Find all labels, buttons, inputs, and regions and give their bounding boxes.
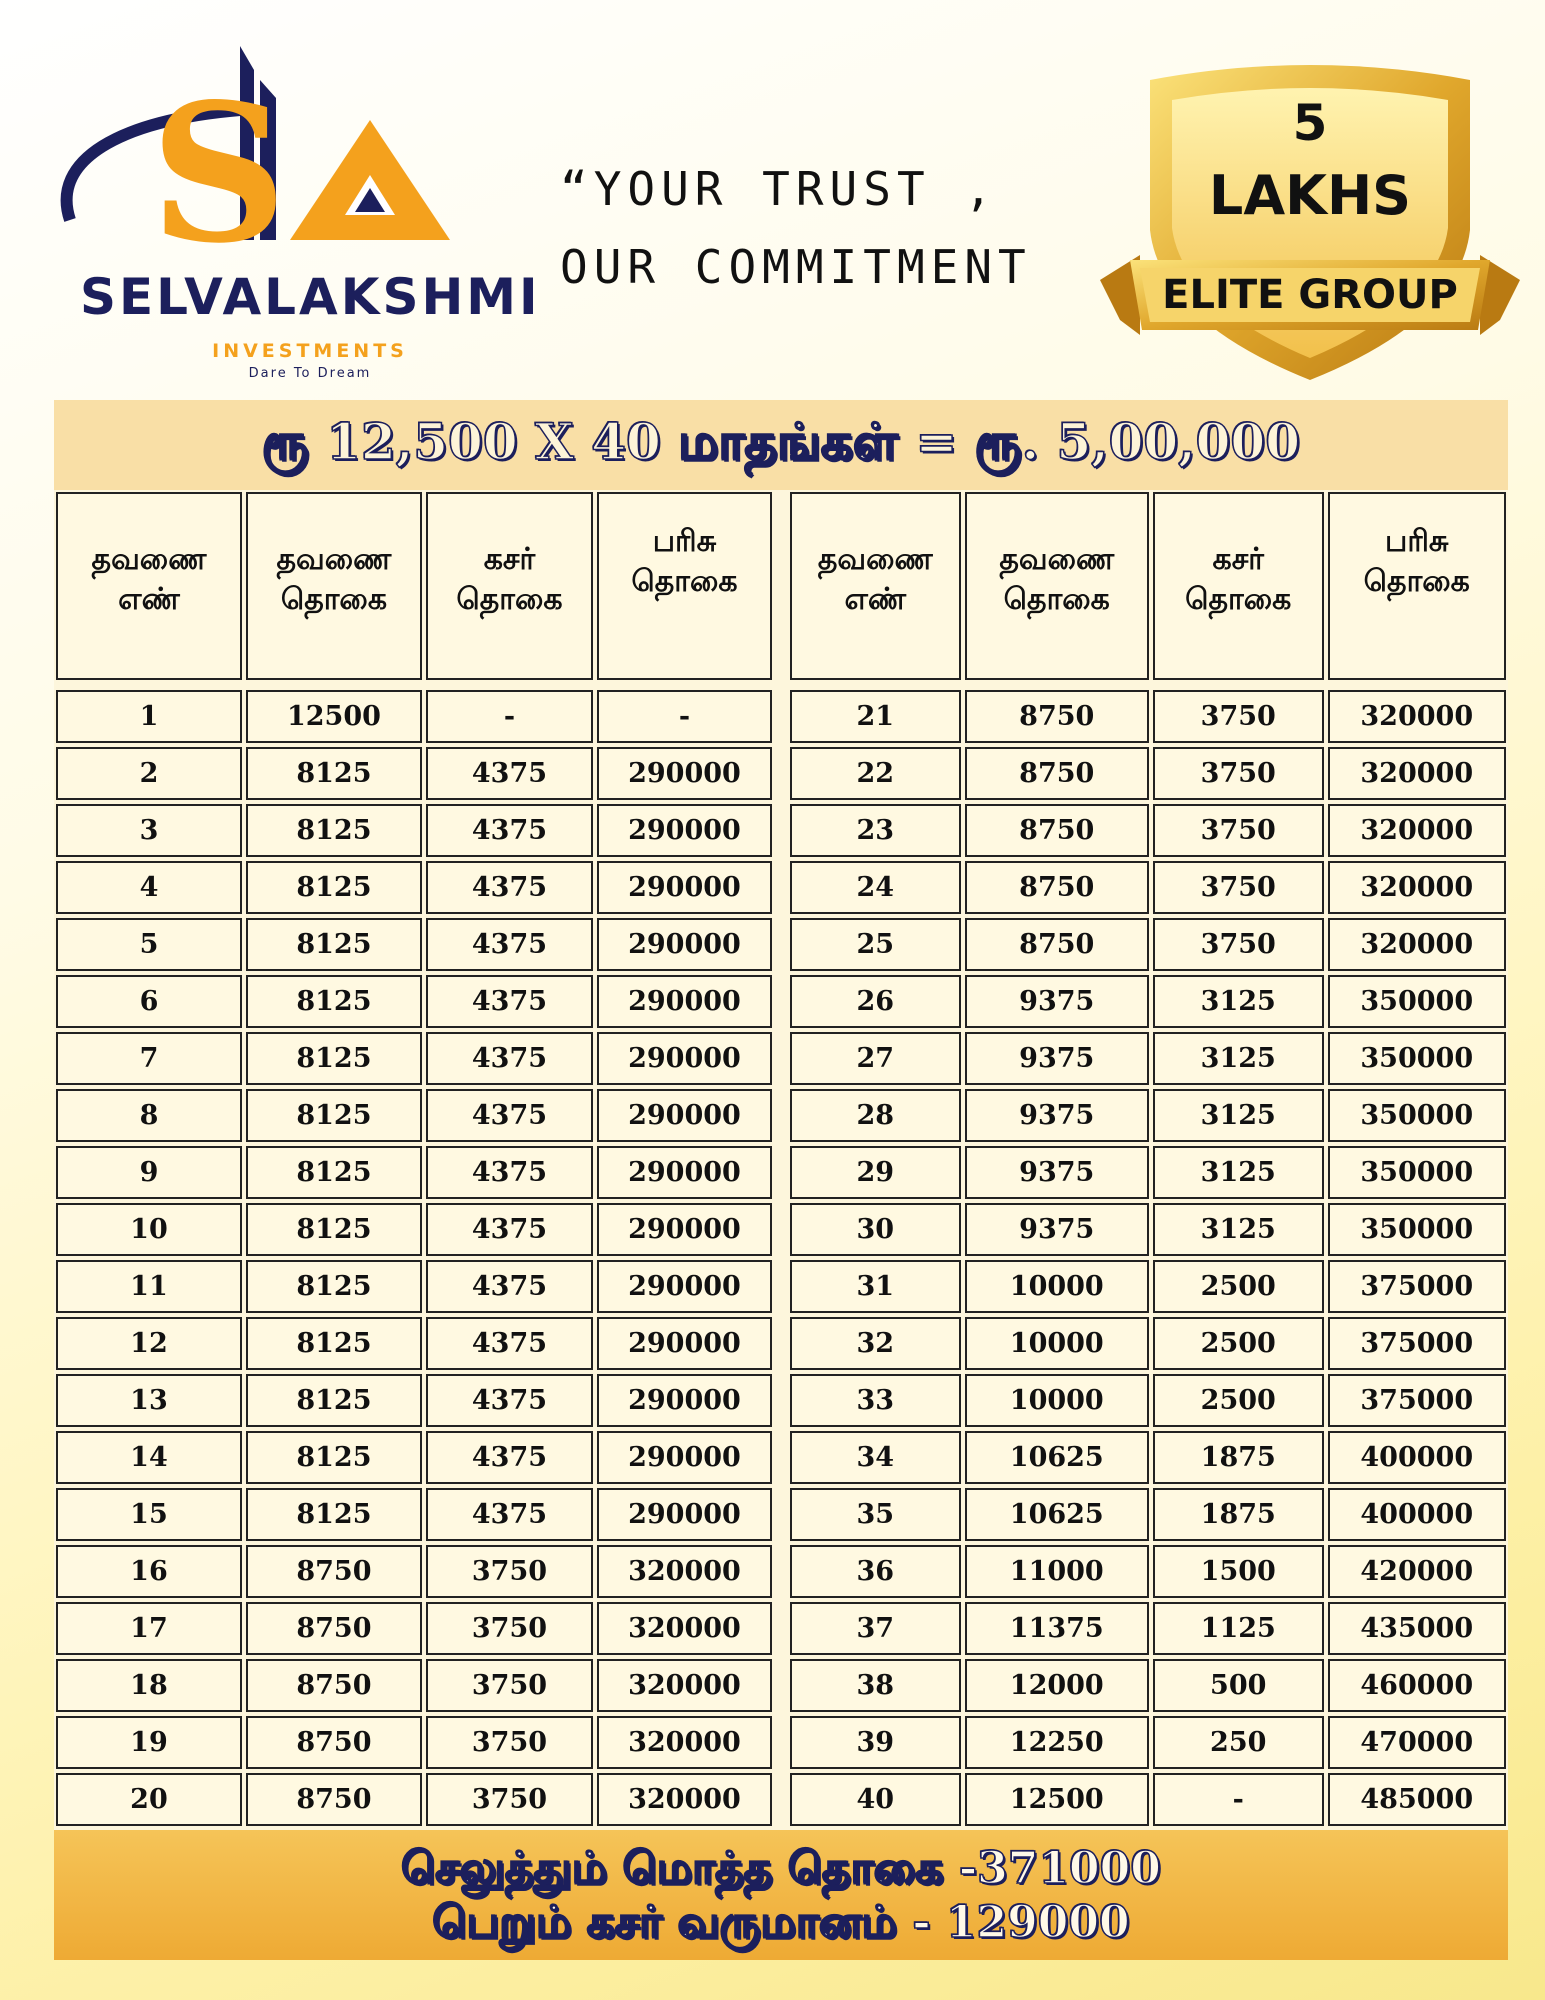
schedule-table-right [788,490,1508,1828]
cell-installment-no: 34 [790,1431,961,1484]
plan-badge [1100,60,1520,390]
cell-prize-amount: 320000 [597,1716,772,1769]
cell-installment-amount: 10000 [965,1260,1149,1313]
table-row [788,973,1508,1030]
cell-installment-amount: 12250 [965,1716,1149,1769]
table-row [788,1087,1508,1144]
cell-installment-no: 19 [56,1716,242,1769]
cell-installment-amount: 8125 [246,1431,422,1484]
cell-discount: 3125 [1153,1146,1324,1199]
cell-installment-amount: 8125 [246,1374,422,1427]
slogan [560,150,1040,306]
table-row [788,916,1508,973]
cell-discount: 3750 [1153,804,1324,857]
brand-logo [40,40,541,381]
header-prize-amount: பரிசு தொகை [597,492,772,680]
table-row [788,1714,1508,1771]
cell-installment-amount: 11375 [965,1602,1149,1655]
summary-footer [54,1830,1508,1960]
cell-discount: 1125 [1153,1602,1324,1655]
cell-installment-no: 7 [56,1032,242,1085]
cell-installment-amount: 8750 [246,1773,422,1826]
header-installment-no: தவணை எண் [56,492,242,680]
cell-prize-amount: 400000 [1328,1431,1506,1484]
cell-installment-no: 30 [790,1203,961,1256]
cell-installment-amount: 9375 [965,1032,1149,1085]
cell-prize-amount: 290000 [597,1089,772,1142]
table-header [54,490,774,688]
cell-installment-amount: 11000 [965,1545,1149,1598]
cell-prize-amount: 350000 [1328,1146,1506,1199]
cell-installment-no: 35 [790,1488,961,1541]
cell-discount: 4375 [426,747,593,800]
table-row [788,745,1508,802]
cell-installment-no: 18 [56,1659,242,1712]
cell-installment-amount: 8125 [246,1260,422,1313]
cell-installment-no: 17 [56,1602,242,1655]
table-row [54,1657,774,1714]
cell-discount: - [1153,1773,1324,1826]
cell-prize-amount: 470000 [1328,1716,1506,1769]
cell-installment-amount: 9375 [965,1203,1149,1256]
cell-discount: 3750 [1153,690,1324,743]
header-prize-amount: பரிசு தொகை [1328,492,1506,680]
table-row [54,1600,774,1657]
cell-discount: 3125 [1153,975,1324,1028]
cell-discount: 1875 [1153,1431,1324,1484]
table-row [788,1429,1508,1486]
table-row [54,1258,774,1315]
cell-installment-amount: 8750 [246,1659,422,1712]
cell-installment-amount: 8125 [246,804,422,857]
cell-prize-amount: 290000 [597,1488,772,1541]
cell-prize-amount: 290000 [597,1032,772,1085]
cell-prize-amount: 320000 [1328,918,1506,971]
cell-installment-no: 14 [56,1431,242,1484]
cell-prize-amount: 290000 [597,1317,772,1370]
cell-prize-amount: 320000 [597,1773,772,1826]
cell-installment-amount: 8750 [246,1716,422,1769]
cell-installment-no: 6 [56,975,242,1028]
table-row [54,745,774,802]
table-row [788,859,1508,916]
table-row [788,802,1508,859]
cell-installment-no: 31 [790,1260,961,1313]
cell-prize-amount: 375000 [1328,1317,1506,1370]
table-row [788,1030,1508,1087]
cell-installment-no: 23 [790,804,961,857]
cell-installment-no: 9 [56,1146,242,1199]
slogan-line-1: “YOUR TRUST , [560,162,999,216]
cell-installment-no: 5 [56,918,242,971]
cell-prize-amount: 460000 [1328,1659,1506,1712]
slogan-line-2: OUR COMMITMENT [560,240,1032,294]
cell-discount: 4375 [426,918,593,971]
cell-installment-no: 15 [56,1488,242,1541]
cell-installment-no: 22 [790,747,961,800]
cell-prize-amount: 290000 [597,747,772,800]
cell-prize-amount: 290000 [597,1374,772,1427]
cell-discount: 250 [1153,1716,1324,1769]
cell-installment-amount: 10625 [965,1431,1149,1484]
cell-installment-no: 27 [790,1032,961,1085]
svg-text:S: S [150,62,288,280]
cell-installment-no: 40 [790,1773,961,1826]
cell-installment-no: 36 [790,1545,961,1598]
table-row [54,688,774,745]
cell-installment-amount: 8750 [246,1545,422,1598]
cell-installment-no: 26 [790,975,961,1028]
cell-installment-no: 10 [56,1203,242,1256]
cell-discount: 4375 [426,1032,593,1085]
table-row [54,1543,774,1600]
plan-title-band [54,400,1508,490]
cell-prize-amount: 290000 [597,975,772,1028]
cell-installment-amount: 8125 [246,975,422,1028]
cell-prize-amount: 320000 [1328,861,1506,914]
cell-installment-amount: 8125 [246,1317,422,1370]
cell-installment-amount: 10625 [965,1488,1149,1541]
table-row [54,916,774,973]
cell-installment-no: 13 [56,1374,242,1427]
cell-prize-amount: 350000 [1328,1203,1506,1256]
cell-prize-amount: 320000 [597,1659,772,1712]
table-row [54,859,774,916]
cell-discount: 2500 [1153,1317,1324,1370]
cell-discount: - [426,690,593,743]
cell-prize-amount: 400000 [1328,1488,1506,1541]
table-row [54,1201,774,1258]
table-header [788,490,1508,688]
cell-installment-amount: 8125 [246,1089,422,1142]
cell-discount: 4375 [426,1488,593,1541]
cell-installment-amount: 12500 [246,690,422,743]
cell-installment-amount: 12000 [965,1659,1149,1712]
cell-discount: 4375 [426,1317,593,1370]
cell-installment-no: 28 [790,1089,961,1142]
cell-installment-no: 39 [790,1716,961,1769]
cell-installment-amount: 8125 [246,747,422,800]
cell-installment-no: 37 [790,1602,961,1655]
cell-prize-amount: 290000 [597,1431,772,1484]
cell-installment-amount: 8750 [965,861,1149,914]
cell-installment-amount: 12500 [965,1773,1149,1826]
table-row [54,1771,774,1828]
cell-installment-no: 32 [790,1317,961,1370]
cell-discount: 4375 [426,1260,593,1313]
cell-discount: 4375 [426,1203,593,1256]
cell-installment-amount: 10000 [965,1374,1149,1427]
table-row [54,1030,774,1087]
cell-installment-no: 33 [790,1374,961,1427]
table-row [54,973,774,1030]
cell-prize-amount: 290000 [597,861,772,914]
cell-discount: 4375 [426,1089,593,1142]
cell-installment-amount: 8125 [246,861,422,914]
table-body-left [54,688,774,1828]
cell-installment-amount: 8125 [246,1203,422,1256]
cell-prize-amount: 435000 [1328,1602,1506,1655]
table-row [788,1372,1508,1429]
cell-prize-amount: 290000 [597,1260,772,1313]
cell-prize-amount: 320000 [1328,804,1506,857]
cell-installment-amount: 8750 [965,918,1149,971]
brand-name: SELVALAKSHMI [80,268,541,326]
schedule-table-left [54,490,774,1828]
cell-installment-no: 21 [790,690,961,743]
cell-discount: 500 [1153,1659,1324,1712]
table-row [54,1486,774,1543]
cell-installment-no: 20 [56,1773,242,1826]
cell-installment-no: 16 [56,1545,242,1598]
header-discount: கசர் தொகை [426,492,593,680]
table-row [788,688,1508,745]
cell-prize-amount: - [597,690,772,743]
brand-subtitle: INVESTMENTS [212,340,408,362]
cell-prize-amount: 375000 [1328,1260,1506,1313]
cell-prize-amount: 375000 [1328,1374,1506,1427]
badge-ribbon: ELITE GROUP [1162,272,1458,318]
cell-prize-amount: 290000 [597,804,772,857]
badge-number: 5 [1292,94,1328,152]
cell-discount: 3750 [1153,747,1324,800]
table-row [54,1087,774,1144]
cell-discount: 3125 [1153,1089,1324,1142]
table-row [788,1543,1508,1600]
cell-prize-amount: 320000 [597,1545,772,1598]
cell-prize-amount: 320000 [597,1602,772,1655]
dividend-income: பெறும் கசர் வருமானம் - 129000 [432,1897,1130,1948]
cell-discount: 4375 [426,1374,593,1427]
table-row [54,1315,774,1372]
cell-installment-no: 38 [790,1659,961,1712]
cell-discount: 2500 [1153,1260,1324,1313]
total-paid: செலுத்தும் மொத்த தொகை -371000 [401,1843,1161,1894]
cell-prize-amount: 290000 [597,918,772,971]
cell-discount: 3750 [426,1773,593,1826]
cell-discount: 3750 [1153,918,1324,971]
cell-discount: 3750 [426,1716,593,1769]
table-row [788,1657,1508,1714]
brand-tagline: Dare To Dream [248,366,372,381]
cell-prize-amount: 350000 [1328,1032,1506,1085]
cell-discount: 3750 [1153,861,1324,914]
cell-installment-no: 8 [56,1089,242,1142]
header-installment-amount: தவணை தொகை [965,492,1149,680]
logo-emblem-icon [40,40,520,280]
table-body-right [788,688,1508,1828]
cell-installment-amount: 8125 [246,918,422,971]
table-row [788,1486,1508,1543]
table-row [788,1771,1508,1828]
table-row [788,1315,1508,1372]
cell-discount: 3750 [426,1602,593,1655]
cell-discount: 1875 [1153,1488,1324,1541]
cell-discount: 2500 [1153,1374,1324,1427]
cell-prize-amount: 290000 [597,1146,772,1199]
cell-prize-amount: 320000 [1328,690,1506,743]
cell-discount: 4375 [426,804,593,857]
cell-installment-amount: 8125 [246,1032,422,1085]
cell-prize-amount: 420000 [1328,1545,1506,1598]
cell-installment-no: 29 [790,1146,961,1199]
cell-prize-amount: 290000 [597,1203,772,1256]
cell-discount: 3750 [426,1659,593,1712]
cell-installment-amount: 8750 [965,804,1149,857]
badge-unit: LAKHS [1208,164,1412,227]
cell-prize-amount: 485000 [1328,1773,1506,1826]
cell-discount: 4375 [426,861,593,914]
cell-prize-amount: 350000 [1328,975,1506,1028]
cell-installment-amount: 8125 [246,1488,422,1541]
table-row [788,1201,1508,1258]
header-installment-amount: தவணை தொகை [246,492,422,680]
cell-installment-no: 1 [56,690,242,743]
table-row [54,802,774,859]
cell-discount: 3125 [1153,1032,1324,1085]
cell-discount: 1500 [1153,1545,1324,1598]
cell-installment-amount: 8750 [965,690,1149,743]
cell-prize-amount: 320000 [1328,747,1506,800]
cell-discount: 4375 [426,975,593,1028]
plan-title: ரூ 12,500 X 40 மாதங்கள் = ரூ. 5,00,000 [261,412,1300,471]
cell-installment-amount: 10000 [965,1317,1149,1370]
cell-discount: 3125 [1153,1203,1324,1256]
cell-installment-no: 25 [790,918,961,971]
cell-discount: 3750 [426,1545,593,1598]
table-row [54,1144,774,1201]
table-row [54,1372,774,1429]
table-row [54,1429,774,1486]
cell-installment-no: 3 [56,804,242,857]
cell-installment-amount: 8750 [965,747,1149,800]
cell-installment-no: 24 [790,861,961,914]
cell-installment-amount: 8125 [246,1146,422,1199]
table-row [54,1714,774,1771]
cell-installment-no: 11 [56,1260,242,1313]
cell-installment-no: 2 [56,747,242,800]
cell-installment-amount: 9375 [965,1146,1149,1199]
header-discount: கசர் தொகை [1153,492,1324,680]
cell-prize-amount: 350000 [1328,1089,1506,1142]
cell-installment-amount: 9375 [965,975,1149,1028]
cell-discount: 4375 [426,1146,593,1199]
cell-installment-amount: 9375 [965,1089,1149,1142]
header-installment-no: தவணை எண் [790,492,961,680]
table-row [788,1600,1508,1657]
cell-installment-no: 4 [56,861,242,914]
table-row [788,1258,1508,1315]
table-row [788,1144,1508,1201]
cell-installment-amount: 8750 [246,1602,422,1655]
cell-discount: 4375 [426,1431,593,1484]
cell-installment-no: 12 [56,1317,242,1370]
